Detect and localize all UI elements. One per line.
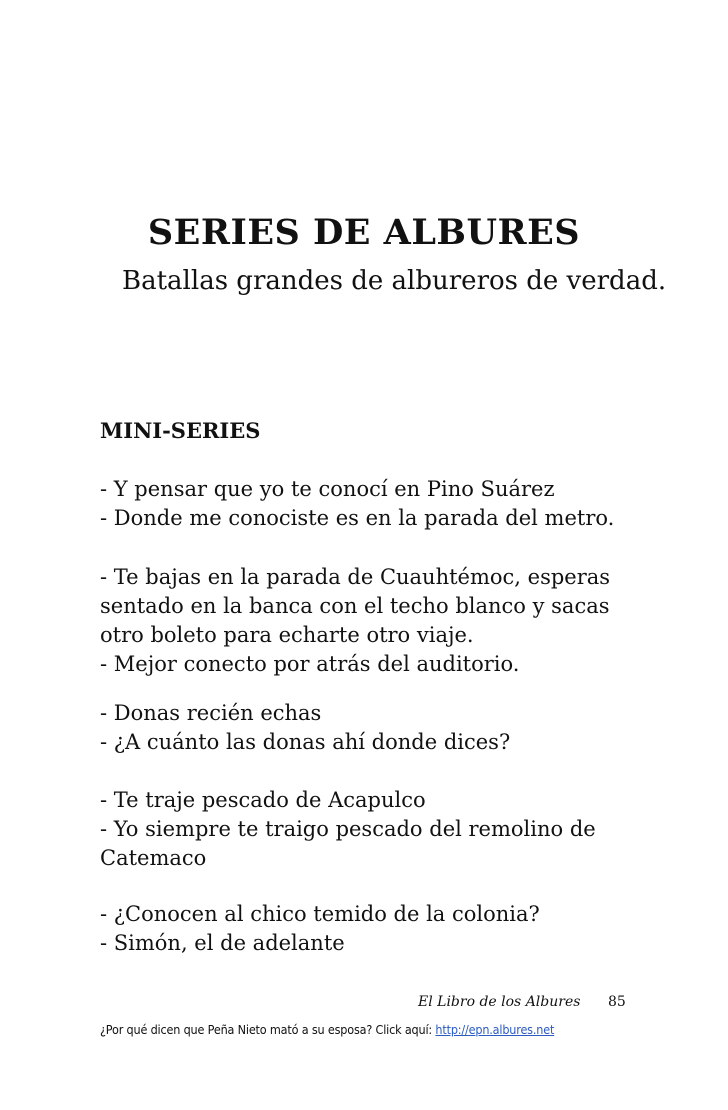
dialogue-line: otro boleto para echarte otro viaje. <box>100 623 474 647</box>
dialogue-line: - Donde me conociste es en la parada del metro. <box>100 506 615 530</box>
dialogue-block-2 <box>100 563 620 679</box>
dialogue-line: - Donas recién echas <box>100 701 322 725</box>
dialogue-line: - Simón, el de adelante <box>100 931 345 955</box>
dialogue-block-5 <box>100 900 620 958</box>
section-heading: MINI-SERIES <box>100 418 261 443</box>
dialogue-line: Catemaco <box>100 846 207 870</box>
dialogue-block-1 <box>100 475 620 533</box>
promo-footer <box>100 1022 554 1037</box>
dialogue-line: - ¿A cuánto las donas ahí donde dices? <box>100 730 511 754</box>
promo-text: ¿Por qué dicen que Peña Nieto mató a su esposa? Click aquí: <box>100 1022 433 1037</box>
dialogue-line: - Mejor conecto por atrás del auditorio. <box>100 652 520 676</box>
dialogue-line: sentado en la banca con el techo blanco y sacas <box>100 594 610 618</box>
dialogue-line: - ¿Conocen al chico temido de la colonia? <box>100 902 540 926</box>
page-title: SERIES DE ALBURES <box>147 212 581 253</box>
dialogue-block-3 <box>100 699 620 757</box>
page-number: 85 <box>608 994 626 1010</box>
dialogue-line: - Te traje pescado de Acapulco <box>100 788 426 812</box>
dialogue-line: - Y pensar que yo te conocí en Pino Suárez <box>100 477 555 501</box>
promo-link[interactable]: http://epn.albures.net <box>435 1022 555 1037</box>
dialogue-line: - Te bajas en la parada de Cuauhtémoc, esperas <box>100 565 611 589</box>
dialogue-block-4 <box>100 786 620 873</box>
dialogue-line: - Yo siempre te traigo pescado del remolino de <box>100 817 596 841</box>
running-title: El Libro de los Albures <box>418 994 581 1010</box>
page-subtitle: Batallas grandes de albureros de verdad. <box>122 266 667 296</box>
